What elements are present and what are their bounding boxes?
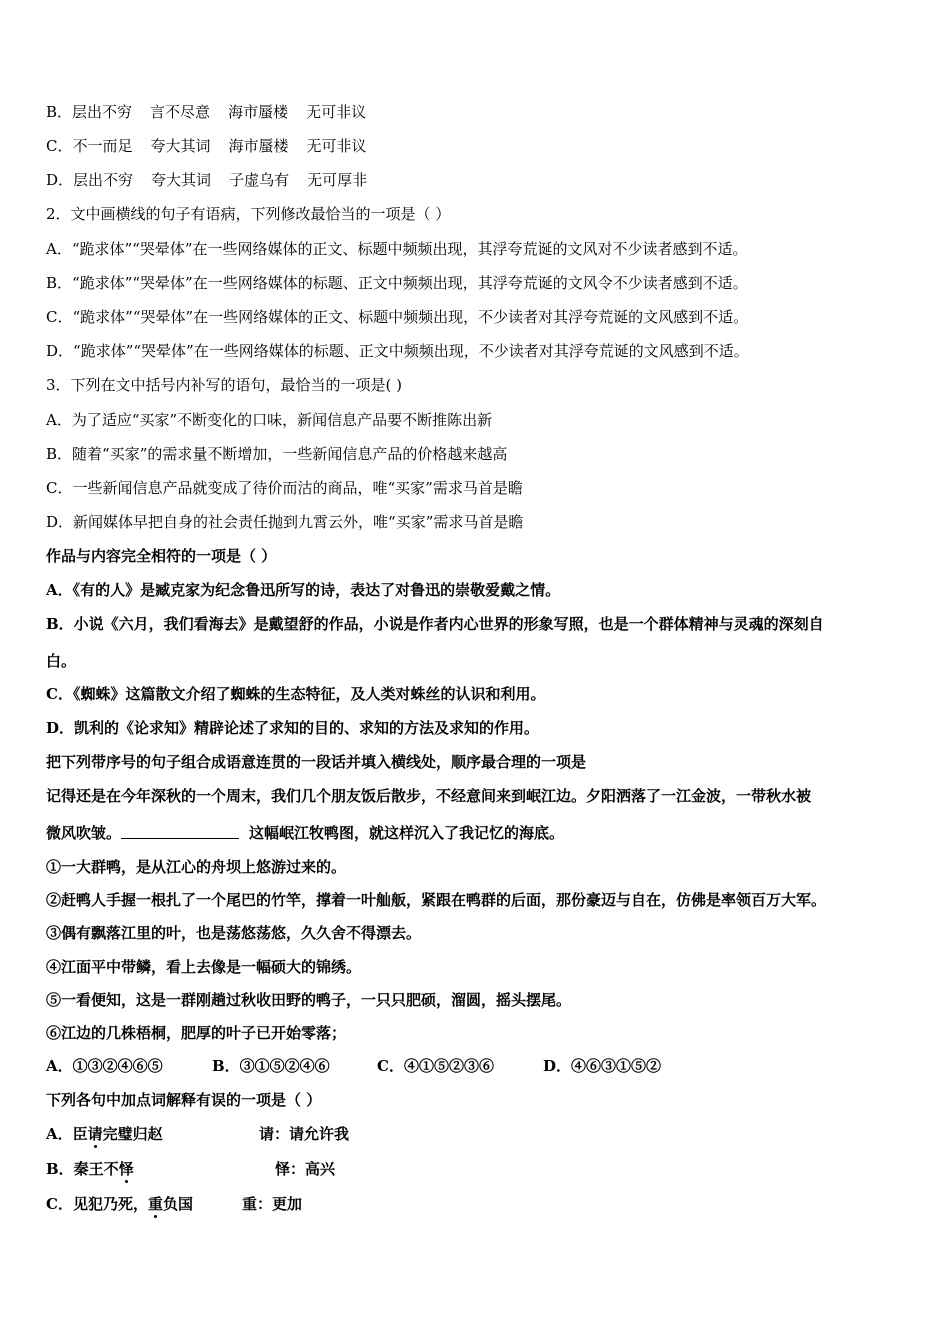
q4-option-b-continued: 白。	[46, 652, 77, 670]
emphasis-dot-word: 怿	[118, 1160, 134, 1178]
q1-option-d: D．层出不穷 夸大其词 子虚乌有 无可厚非	[46, 171, 368, 189]
q2-option-c: C．“跪求体”“哭晕体”在一些网络媒体的正文、标题中频频出现，不少读者对其浮夸荒诞的文风感到不适。	[46, 308, 749, 326]
q5-answer-options	[46, 1056, 661, 1076]
q5-passage-line2: 微风吹皱。 这幅岷江牧鸭图，就这样沉入了我记忆的海底。	[46, 824, 565, 842]
q2-stem: 2．文中画横线的句子有语病，下列修改最恰当的一项是（ ）	[46, 205, 451, 223]
q6-option-a: A．臣请完璧归赵 请：请允许我	[46, 1125, 350, 1143]
q6-stem: 下列各句中加点词解释有误的一项是（ ）	[46, 1091, 322, 1109]
q2-option-d: D．“跪求体”“哭晕体”在一些网络媒体的标题、正文中频频出现，不少读者对其浮夸荒诞的文风感到不适。	[46, 342, 749, 360]
q1-option-c: C．不一而足 夸大其词 海市蜃楼 无可非议	[46, 137, 367, 155]
q3-option-c: C．一些新闻信息产品就变成了待价而沽的商品，唯“买家”需求马首是瞻	[46, 479, 523, 497]
q6-option-c: C．见犯乃死，重负国 重：更加	[46, 1195, 303, 1213]
q5-stem: 把下列带序号的句子组合成语意连贯的一段话并填入横线处，顺序最合理的一项是	[46, 753, 587, 771]
q4-option-c: C．《蜘蛛》这篇散文介绍了蜘蛛的生态特征，及人类对蛛丝的认识和利用。	[46, 685, 546, 703]
q3-option-a: A．为了适应“买家”不断变化的口味，新闻信息产品要不断推陈出新	[46, 411, 493, 429]
fill-blank	[121, 824, 239, 839]
q2-option-a: A．“跪求体”“哭晕体”在一些网络媒体的正文、标题中频频出现，其浮夸荒诞的文风对不少读者感到不适。	[46, 240, 748, 258]
q5-sentence-3: ③偶有飘落江里的叶，也是荡悠荡悠，久久舍不得漂去。	[46, 924, 422, 942]
q4-option-d: D．凯利的《论求知》精辟论述了求知的目的、求知的方法及求知的作用。	[46, 719, 540, 737]
q5-passage-line1: 记得还是在今年深秋的一个周末，我们几个朋友饭后散步，不经意间来到岷江边。夕阳洒落了一江金波，一带秋水被	[46, 787, 812, 805]
q4-option-b: B．小说《六月，我们看海去》是戴望舒的作品，小说是作者内心世界的形象写照，也是一个群体精神与灵魂的深刻自	[46, 615, 824, 633]
q5-answer-b: B．③①⑤②④⑥	[212, 1057, 330, 1075]
q5-sentence-6: ⑥江边的几株梧桐，肥厚的叶子已开始零落；	[46, 1024, 347, 1042]
q2-option-b: B．“跪求体”“哭晕体”在一些网络媒体的标题、正文中频频出现，其浮夸荒诞的文风令不少读者感到不适。	[46, 274, 748, 292]
q1-option-b: B．层出不穷 言不尽意 海市蜃楼 无可非议	[46, 103, 367, 121]
q3-option-b: B．随着“买家”的需求量不断增加，一些新闻信息产品的价格越来越高	[46, 445, 508, 463]
q5-sentence-2: ②赶鸭人手握一根扎了一个尾巴的竹竿，撑着一叶舢舨，紧跟在鸭群的后面，那份豪迈与自在，仿佛是率领百万大军。	[46, 891, 827, 909]
q5-sentence-5: ⑤一看便知，这是一群刚趟过秋收田野的鸭子，一只只肥硕，溜圆，摇头摆尾。	[46, 991, 572, 1009]
q3-stem: 3．下列在文中括号内补写的语句，最恰当的一项是( )	[46, 376, 403, 394]
q5-sentence-4: ④江面平中带鳞，看上去像是一幅硕大的锦绣。	[46, 958, 362, 976]
q5-answer-c: C．④①⑤②③⑥	[377, 1057, 494, 1075]
q5-sentence-1: ①一大群鸭，是从江心的舟坝上悠游过来的。	[46, 858, 347, 876]
q5-answer-d: D．④⑥③①⑤②	[543, 1057, 662, 1075]
q3-option-d: D．新闻媒体早把自身的社会责任抛到九霄云外，唯“买家”需求马首是瞻	[46, 513, 524, 531]
q4-stem: 作品与内容完全相符的一项是（ ）	[46, 547, 277, 565]
q6-option-b: B．秦王不怿 怿：高兴	[46, 1160, 336, 1178]
emphasis-dot-word: 重	[147, 1195, 163, 1213]
q5-answer-a: A．①③②④⑥⑤	[46, 1057, 163, 1075]
q4-option-a: A．《有的人》是臧克家为纪念鲁迅所写的诗，表达了对鲁迅的崇敬爱戴之情。	[46, 581, 561, 599]
emphasis-dot-word: 请	[87, 1125, 103, 1143]
